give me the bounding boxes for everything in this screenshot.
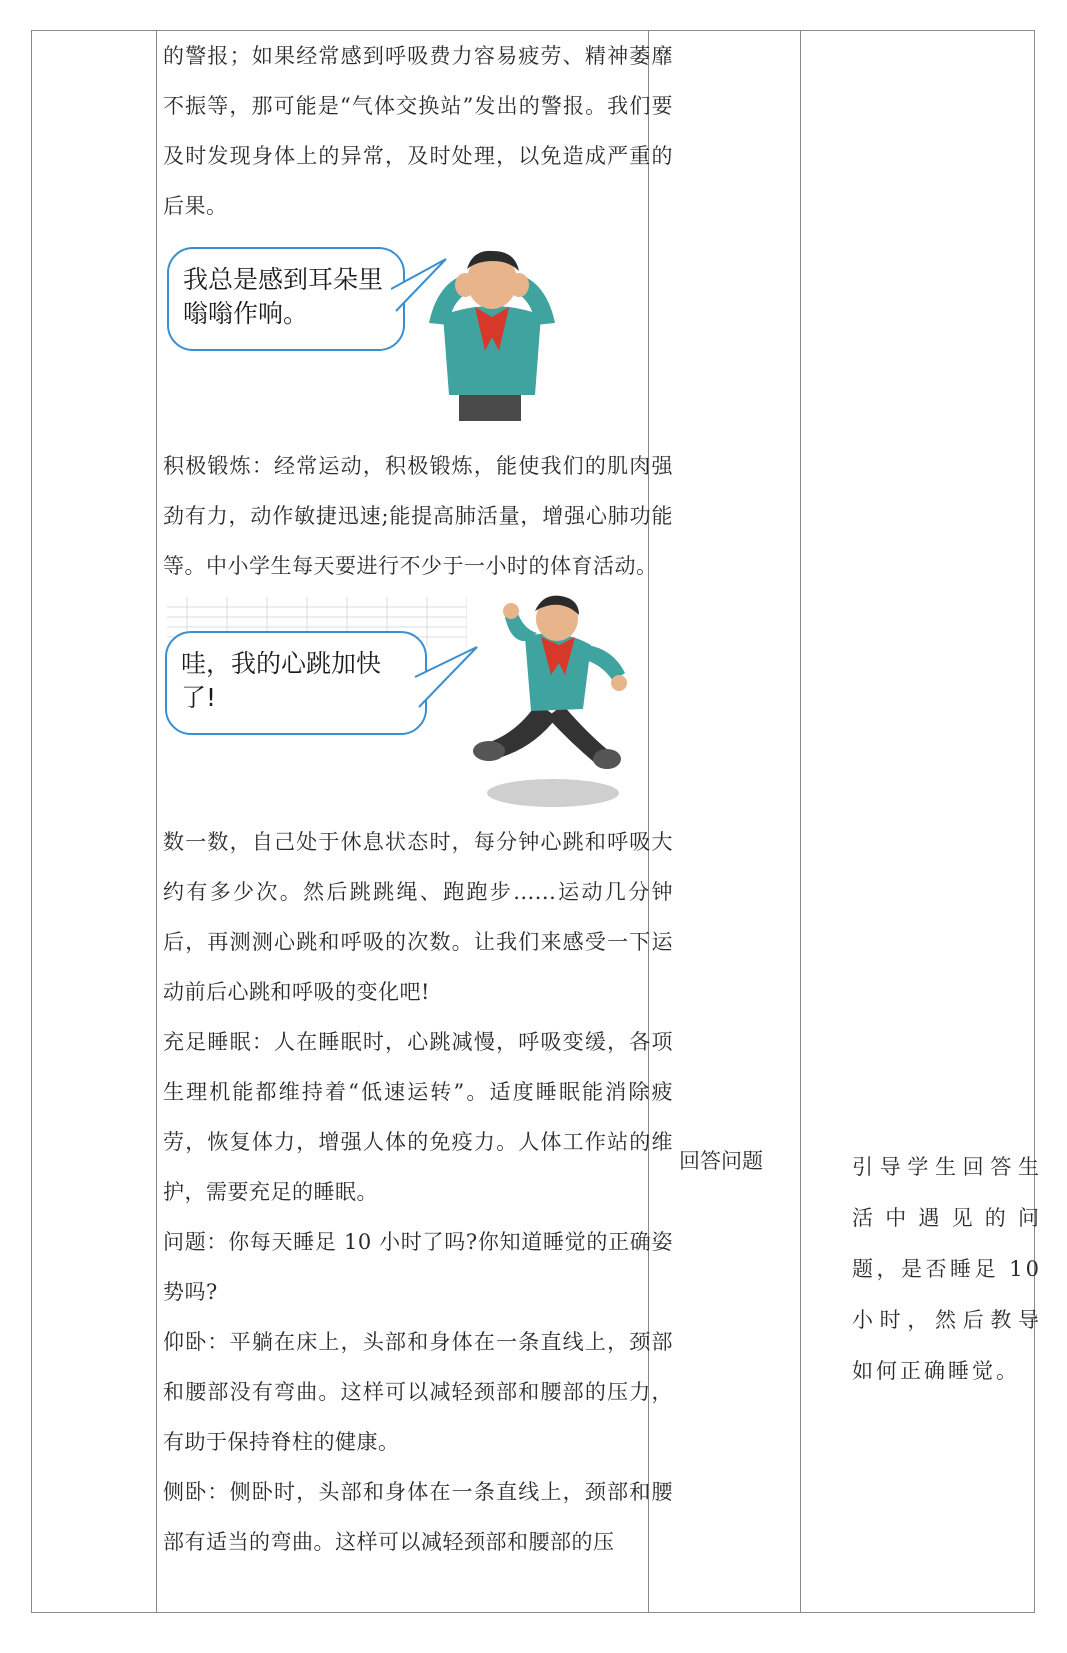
paragraph-supine: 仰卧：平躺在床上，头部和身体在一条直线上，颈部和腰部没有弯曲。这样可以减轻颈部和腰部的压力，有助于保持脊柱的健康。	[163, 1330, 673, 1454]
table-border-bottom	[31, 1612, 1035, 1613]
paragraph-sleep: 充足睡眠：人在睡眠时，心跳减慢，呼吸变缓，各项生理机能都维持着“低速运转”。适度睡眠能消除疲劳，恢复体力，增强人体的免疫力。人体工作站的维护，需要充足的睡眠。	[163, 1030, 673, 1204]
speech-bubble-ear-text: 我总是感到耳朵里嗡嗡作响。	[183, 265, 384, 328]
paragraph-question: 问题：你每天睡足 10 小时了吗?你知道睡觉的正确姿势吗?	[163, 1230, 673, 1304]
paragraph-exercise: 积极锻炼：经常运动，积极锻炼，能使我们的肌肉强劲有力，动作敏捷迅速;能提高肺活量，增强心肺功能等。中小学生每天要进行不少于一小时的体育活动。	[163, 454, 673, 578]
speech-bubble-run	[165, 631, 427, 735]
paragraph-count-heartbeat: 数一数，自己处于休息状态时，每分钟心跳和呼吸大约有多少次。然后跳跳绳、跑跑步......运动几分钟后，再测测心跳和呼吸的次数。让我们来感受一下运动前后心跳和呼吸的变化吧!	[163, 830, 673, 1004]
speech-bubble-ear	[167, 247, 405, 351]
paragraph-side: 侧卧：侧卧时，头部和身体在一条直线上，颈部和腰部有适当的弯曲。这样可以减轻颈部和腰部的压	[163, 1480, 673, 1554]
column-divider-1	[156, 30, 157, 1613]
student-activity-cell	[679, 1145, 819, 1175]
student-activity-text: 回答问题	[679, 1149, 763, 1173]
illustration-ear	[163, 231, 673, 441]
teaching-content-cell	[163, 30, 673, 1567]
column-divider-3	[800, 30, 801, 1613]
table-border-left	[31, 30, 32, 1613]
design-intent-text: 引导学生回答生活中遇见的问题，是否睡足 10 小时，然后教导如何正确睡觉。	[852, 1155, 1042, 1383]
paragraph-warning: 的警报；如果经常感到呼吸费力容易疲劳、精神萎靡不振等，那可能是“气体交换站”发出的警报。我们要及时发现身体上的异常，及时处理，以免造成严重的后果。	[163, 44, 673, 218]
lesson-table	[31, 30, 1042, 1613]
speech-bubble-run-text: 哇，我的心跳加快了!	[181, 649, 382, 712]
illustration-running	[163, 591, 673, 817]
design-intent-cell	[852, 1142, 1042, 1397]
boy-covering-ears-icon	[423, 245, 563, 423]
running-boy-icon	[467, 593, 643, 811]
